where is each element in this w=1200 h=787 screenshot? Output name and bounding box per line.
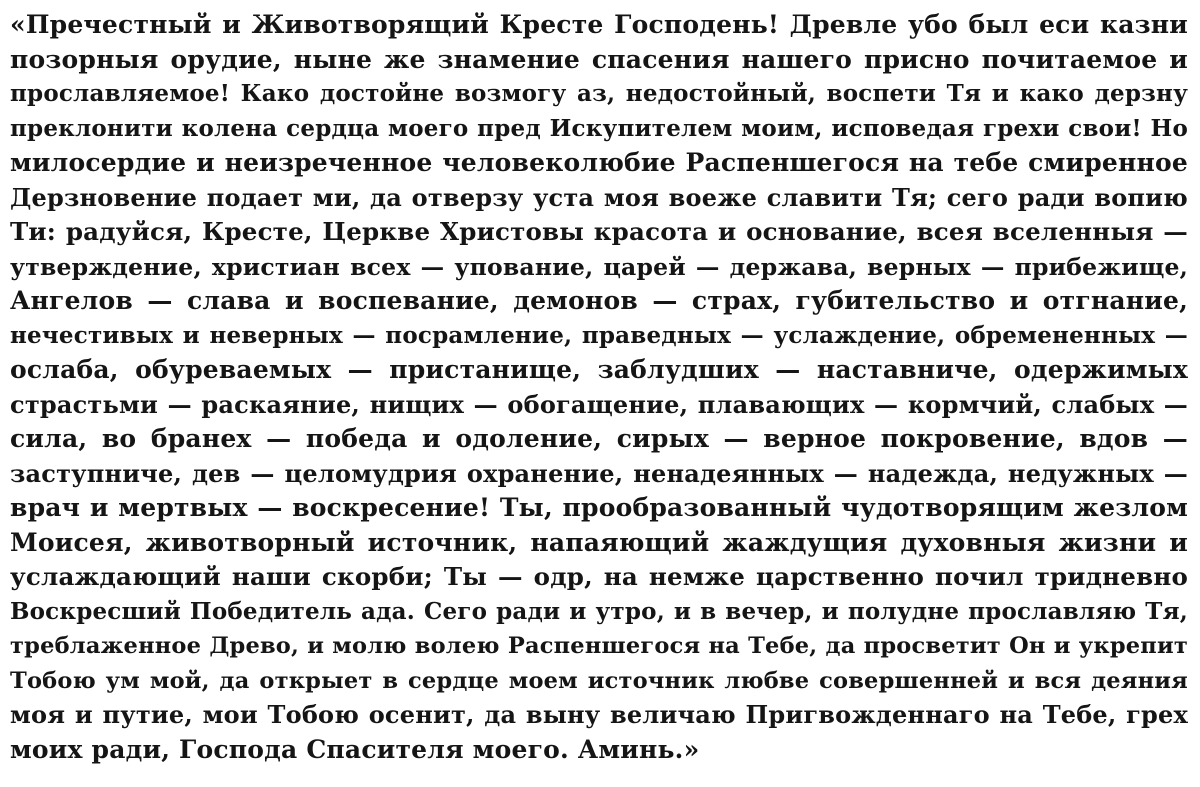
prayer-line: треблаженное Древо, и молю волею Распеншегося на Тебе, да просветит Он и укрепит (10, 633, 1188, 659)
prayer-line: прославляемое! Како достойне возмогу аз, недостойный, воспети Тя и како дерзну (10, 80, 1188, 107)
prayer-line: заступниче, дев — целомудрия охранение, ненадеянных — надежда, недужных — (10, 458, 1188, 488)
prayer-line: милосердие и неизреченное человеколюбие Распеншегося на тебе смиренное (10, 148, 1188, 177)
prayer-line: Моисея, животворный источник, напаяющий жаждущия духовныя жизни и (10, 527, 1188, 557)
prayer-line: Ангелов — слава и воспевание, демонов — страх, губительство и отгнание, (10, 286, 1188, 315)
prayer-line: утверждение, христиан всех — упование, царей — держава, верных — прибежище, (10, 252, 1188, 281)
prayer-line: услаждающий наши скорби; Ты — одр, на немже царственно почил тридневно (10, 562, 1188, 591)
prayer-line: нечестивых и неверных — посрамление, праведных — услаждение, обремененных — (10, 321, 1188, 349)
prayer-line: Тобою ум мой, да открыет в сердце моем источник любве совершенней и вся деяния (10, 667, 1188, 694)
prayer-line: Ти: радуйся, Кресте, Церкве Христовы красота и основание, всея вселенныя — (10, 217, 1188, 246)
prayer-line: позорныя орудие, ныне же знамение спасения нашего присно почитаемое и (10, 44, 1188, 74)
prayer-line: Воскресший Победитель ада. Сего ради и утро, и в вечер, и полудне прославляю Тя, (10, 597, 1188, 625)
prayer-line: «Пречестный и Животворящий Кресте Господень! Древле убо был еси казни (10, 10, 1188, 39)
prayer-line: моя и путие, мои Тобою осенит, да выну величаю Пригвожденнаго на Тебе, грех (10, 700, 1188, 729)
prayer-line: страстьми — раскаяние, нищих — обогащение, плавающих — кормчий, слабых — (10, 389, 1188, 419)
prayer-line: преклонити колена сердца моего пред Искупителем моим, исповедая грехи свои! Но (10, 114, 1188, 142)
prayer-line: Дерзновение подает ми, да отверзу уста моя воеже славити Тя; сего ради вопию (10, 182, 1188, 212)
prayer-text-block (10, 8, 1188, 767)
prayer-line: сила, во бранех — победа и одоление, сирых — верное покровение, вдов — (10, 424, 1188, 453)
prayer-line: врач и мертвых — воскресение! Ты, прообразованный чудотворящим жезлом (10, 493, 1188, 522)
prayer-line-final: моих ради, Господа Спасителя моего. Аминь.» (10, 734, 700, 764)
prayer-line: ослаба, обуреваемых — пристанище, заблудших — наставниче, одержимых (10, 355, 1188, 384)
